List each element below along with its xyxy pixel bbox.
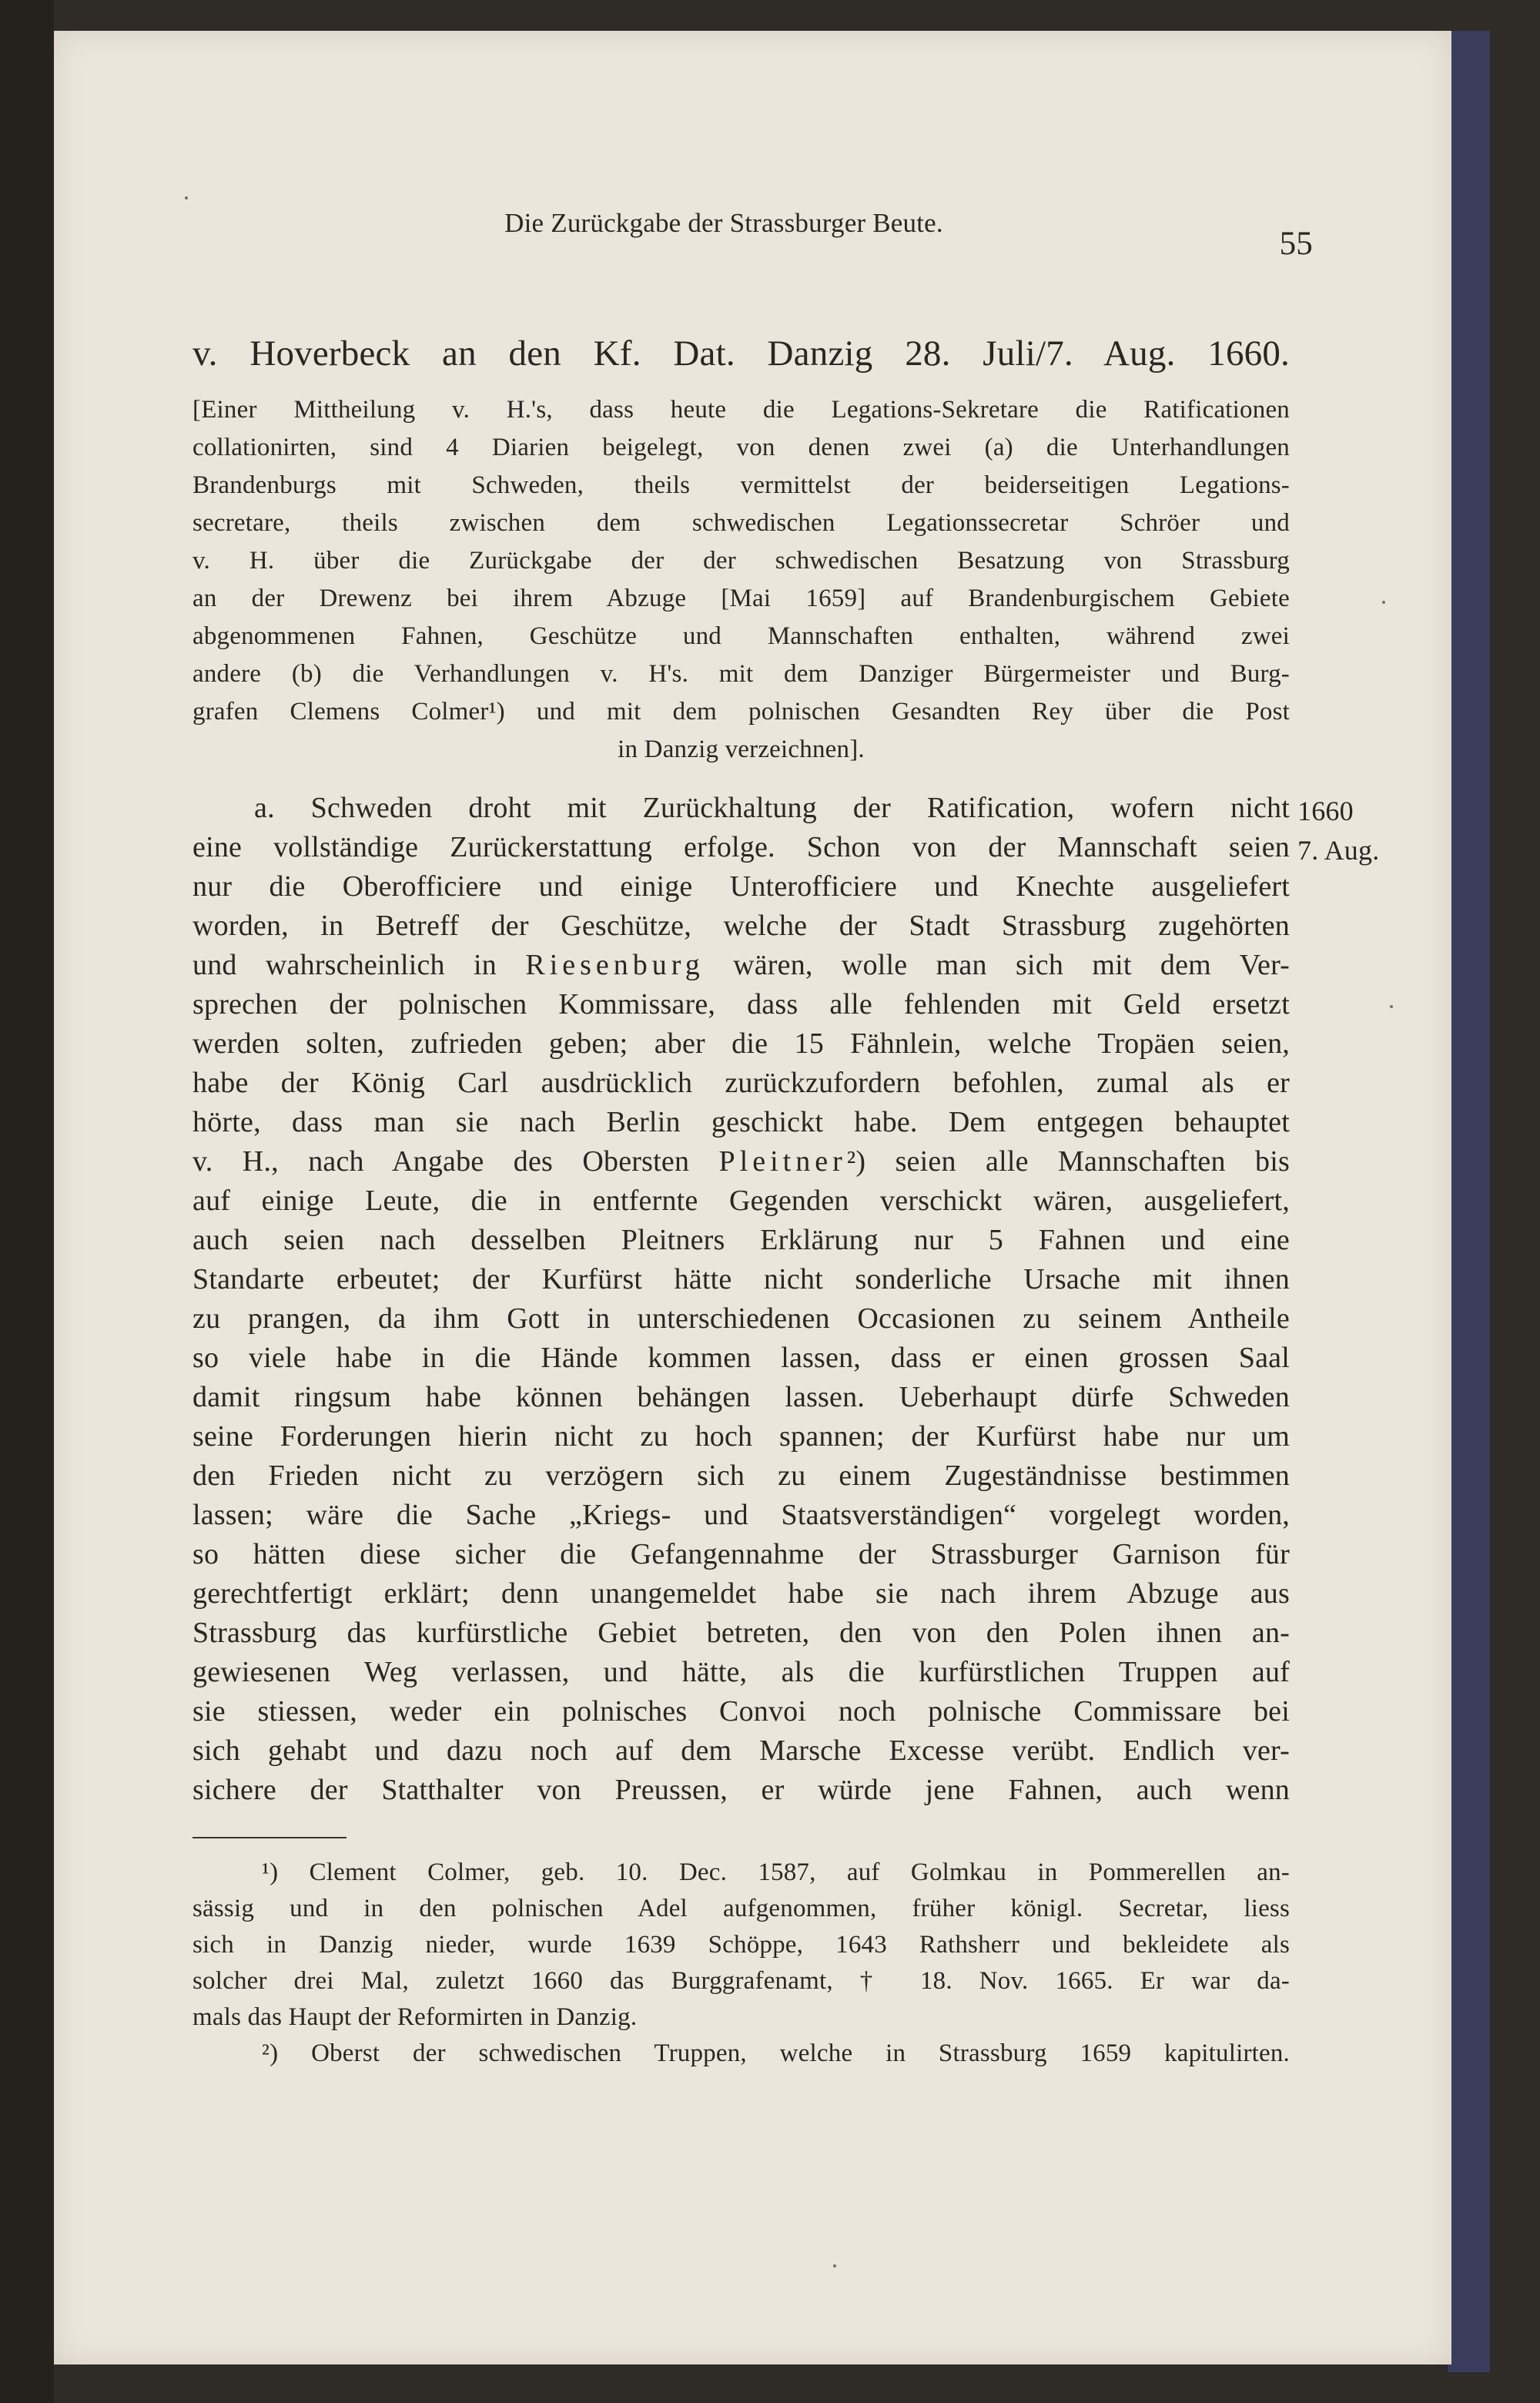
body-line: Standarte erbeutet; der Kurfürst hätte nicht sonderliche Ursache mit ihnen [192, 1263, 1290, 1295]
footnote-divider [192, 1837, 346, 1838]
body-text-run: und wahrscheinlich in [192, 949, 497, 981]
body-line: hörte, dass man sie nach Berlin geschickt habe. Dem entgegen behauptet [192, 1106, 1290, 1138]
body-line: werden solten, zufrieden geben; aber die 15 Fähnlein, welche Tropäen seien, [192, 1027, 1290, 1060]
body-line: den Frieden nicht zu verzögern sich zu einem Zugeständnisse bestimmen [192, 1460, 1290, 1492]
body-line: so hätten diese sicher die Gefangennahme der Strassburger Garnison für [192, 1538, 1290, 1570]
summary-line: [Einer Mittheilung v. H.'s, dass heute die Legations-Sekretare die Ratificationen [192, 396, 1290, 424]
summary-line: an der Drewenz bei ihrem Abzuge [Mai 1659] auf Brandenburgischem Gebiete [192, 585, 1290, 612]
footnote-2: ²) Oberst der schwedischen Truppen, welche in Strassburg 1659 kapitulirten. [262, 2039, 1290, 2067]
body-text [192, 789, 1290, 1810]
body-line [192, 946, 1290, 985]
footnotes [192, 1855, 1290, 2072]
person-name-pleitner: Pleitner [718, 1145, 847, 1178]
margin-date-note [1297, 792, 1405, 870]
summary-line: v. H. über die Zurückgabe der der schwedischen Besatzung von Strassburg [192, 547, 1290, 575]
body-line: sprechen der polnischen Kommissare, dass alle fehlenden mit Geld ersetzt [192, 988, 1290, 1021]
body-line: seine Forderungen hierin nicht zu hoch spannen; der Kurfürst habe nur um [192, 1420, 1290, 1453]
body-text-run: wären, wolle man sich mit dem Ver- [733, 949, 1291, 981]
body-line: zu prangen, da ihm Gott in unterschiedenen Occasionen zu seinem Antheile [192, 1302, 1290, 1335]
body-line: gerechtfertigt erklärt; denn unangemeldet habe sie nach ihrem Abzuge aus [192, 1577, 1290, 1610]
body-line: Strassburg das kurfürstliche Gebiet betreten, den von den Polen ihnen an- [192, 1617, 1290, 1649]
paper-speck [1382, 601, 1385, 604]
body-text-run: v. H., nach Angabe des Obersten [192, 1145, 690, 1178]
body-line [192, 1142, 1290, 1181]
body-line: lassen; wäre die Sache „Kriegs- und Staatsverständigen“ vorgelegt worden, [192, 1499, 1290, 1531]
body-line: eine vollständige Zurückerstattung erfolge. Schon von der Mannschaft seien [192, 831, 1290, 863]
body-line: damit ringsum habe können behängen lassen. Ueberhaupt dürfe Schweden [192, 1381, 1290, 1413]
summary-line: andere (b) die Verhandlungen v. H's. mit dem Danziger Bürgermeister und Burg- [192, 660, 1290, 688]
summary-line: in Danzig verzeichnen]. [618, 736, 865, 763]
summary-line: collationirten, sind 4 Diarien beigelegt, von denen zwei (a) die Unterhandlungen [192, 434, 1290, 461]
body-text-run: ²) seien alle Mannschaften bis [846, 1145, 1290, 1178]
body-line: auf einige Leute, die in entfernte Gegenden verschickt wären, ausgeliefert, [192, 1185, 1290, 1217]
place-name-riesenburg: Riesenburg [525, 949, 705, 981]
paper-speck [1390, 1005, 1393, 1008]
running-head: Die Zurückgabe der Strassburger Beute. [504, 208, 943, 238]
body-line: sie stiessen, weder ein polnisches Convoi noch polnische Commissare bei [192, 1695, 1290, 1728]
body-line: nur die Oberofficiere und einige Unterofficiere und Knechte ausgeliefert [192, 870, 1290, 903]
document-heading: v. Hoverbeck an den Kf. Dat. Danzig 28. Juli/7. Aug. 1660. [192, 333, 1290, 374]
summary-line: grafen Clemens Colmer¹) und mit dem polnischen Gesandten Rey über die Post [192, 698, 1290, 726]
summary-line: abgenommenen Fahnen, Geschütze und Mannschaften enthalten, während zwei [192, 622, 1290, 650]
margin-year: 1660 [1297, 796, 1354, 826]
body-line: auch seien nach desselben Pleitners Erklärung nur 5 Fahnen und eine [192, 1224, 1290, 1256]
body-line: habe der König Carl ausdrücklich zurückzufordern befohlen, zumal als er [192, 1067, 1290, 1099]
book-binding-edge [1448, 31, 1490, 2372]
body-line: sich gehabt und dazu noch auf dem Marsche Excesse verübt. Endlich ver- [192, 1734, 1290, 1767]
summary-line: Brandenburgs mit Schweden, theils vermittelst der beiderseitigen Legations- [192, 471, 1290, 499]
body-line: sichere der Statthalter von Preussen, er würde jene Fahnen, auch wenn [192, 1774, 1290, 1806]
book-page [54, 31, 1451, 2364]
footnote-1-line: mals das Haupt der Reformirten in Danzig. [192, 2003, 638, 2031]
body-line: worden, in Betreff der Geschütze, welche der Stadt Strassburg zugehörten [192, 910, 1290, 942]
footnote-1-line: ¹) Clement Colmer, geb. 10. Dec. 1587, auf Golmkau in Pommerellen an- [262, 1858, 1290, 1886]
body-line: gewiesenen Weg verlassen, und hätte, als die kurfürstlichen Truppen auf [192, 1656, 1290, 1688]
page-number: 55 [1279, 226, 1313, 262]
paper-speck [185, 196, 188, 199]
editorial-summary [192, 391, 1290, 769]
margin-date: 7. Aug. [1297, 835, 1380, 866]
body-line: so viele habe in die Hände kommen lassen, dass er einen grossen Saal [192, 1342, 1290, 1374]
body-line: a. Schweden droht mit Zurückhaltung der Ratification, wofern nicht [254, 792, 1290, 824]
footnote-1-line: sich in Danzig nieder, wurde 1639 Schöppe, 1643 Rathsherr und bekleidete als [192, 1931, 1290, 1959]
summary-line: secretare, theils zwischen dem schwedischen Legationssecretar Schröer und [192, 509, 1290, 537]
paper-speck [833, 2264, 836, 2267]
footnote-1-line: sässig und in den polnischen Adel aufgenommen, früher königl. Secretar, liess [192, 1895, 1290, 1922]
scan-background-left [0, 0, 54, 2403]
footnote-1-line: solcher drei Mal, zuletzt 1660 das Burggrafenamt, † 18. Nov. 1665. Er war da- [192, 1967, 1290, 1995]
